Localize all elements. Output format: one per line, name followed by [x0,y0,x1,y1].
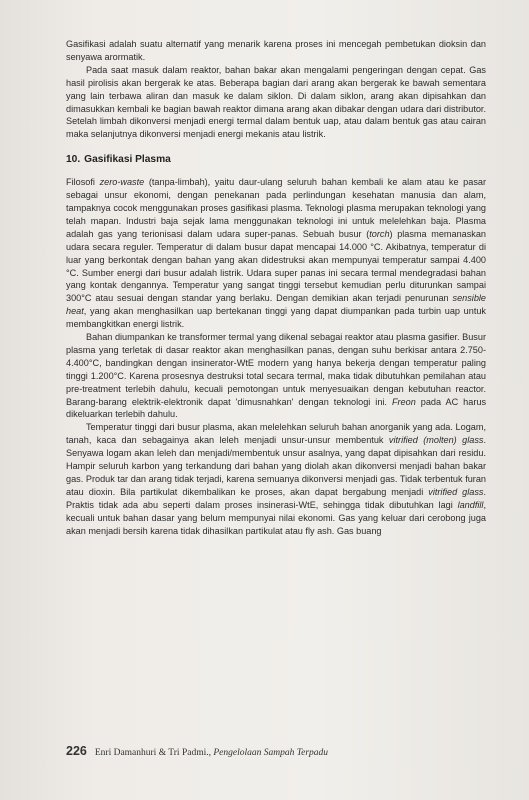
section-number: 10. [66,154,81,166]
text-run: . Praktis tidak ada abu seperti dalam proses insinerasi-WtE, sehingga tidak dibutuhkan lagi [66,486,486,510]
footer-book-title: Pengelolaan Sampah Terpadu [213,748,329,758]
term-sensible-heat: sensible heat [66,293,486,317]
intro-paragraph-1: Gasifikasi adalah suatu alternatif yang menarik karena proses ini mencegah pembetukan dioksin dan senyawa arormatik. [66,39,486,62]
section-title: Gasifikasi Plasma [84,154,171,166]
page-number: 226 [66,744,87,758]
running-footer [95,748,328,758]
page-footer [66,742,328,760]
text-run: Temperatur tinggi dari busur plasma, akan melelehkan seluruh bahan anorganik yang ada. Logam, tanah, kaca dan sebagainya akan leleh menjadi unsur-unsur membentuk [66,422,486,446]
paragraph-plasma-gasifier [66,331,486,421]
term-freon: Freon [391,396,416,407]
text-run: (tanpa-limbah), yaitu daur-ulang seluruh bahan kembali ke alam atau ke pasar sebagai unsur ekonomi, dengan penekanan pada perlindungan kesehatan manusia dan alam, tampaknya cocok menggunakan proses gasifikasi plasma. Teknologi plasma merupakan teknologi yang telah mapan. Industri baja sejak lama menggunakan teknologi ini untuk melelehkan baja. Plasma adalah gas yang terionisasi dalam udara super-panas. Sebuah busur ( [66,177,486,239]
term-landfill: landfill [457,499,484,510]
text-run: pada AC harus dikeluarkan terlebih dahulu. [66,396,487,420]
term-vitrified-glass: vitrified glass [428,486,484,497]
text-run: Bahan diumpankan ke transformer termal yang dikenal sebagai reaktor atau plasma gasifier. Busur plasma yang terletak di dasar reaktor akan menghasilkan panas, dengan suhu berkisar antara 2.750- 4.400°C, bandingkan dengan insinerator-WtE modern yang hanya bekerja dengan temperatur paling tinggi 1.200°C. Karena prosesnya destruksi total secara termal, maka tidak dibutuhkan pemilahan atau pre-treatment terlebih dahulu, kecuali pemotongan untuk menyesuaikan dengan kebutuhan reactor. Barang-barang elektrik-elektronik dapat 'dimusnahkan' dengan teknologi ini. [66,332,486,407]
footer-authors: Enri Damanhuri & Tri Padmi., [94,748,214,758]
term-vitrified-molten-glass: vitrified (molten) glass [388,435,484,446]
section-heading [66,154,486,167]
text-run: , yang akan menghasilkan uap bertekanan tinggi yang dapat diumpankan pada turbin uap untuk membangkitkan energi listrik. [66,306,486,330]
paragraph-zero-waste [66,176,486,331]
intro-paragraph-2: Pada saat masuk dalam reaktor, bahan bakar akan mengalami pengeringan dengan cepat. Gas hasil pirolisis akan bergerak ke atas. Beberapa bagian dari arang akan bergerak ke bawah sementara yang lain terbawa aliran dan masuk ke dalam siklon. Di dalam siklon, arang akan dipisahkan dan dimasukkan kembali ke bagian bawah reaktor dimana arang akan dibakar dengan udara dari distributor. Setelah limbah dikonversi menjadi energi termal dalam bentuk uap, atau dalam bentuk gas atau cairan maka selanjutnya dikonversi menjadi energi mekanis atau listrik. [66,64,486,140]
term-torch: torch [369,228,390,239]
text-run: . Senyawa logam akan leleh dan menjadi/membentuk unsur asalnya, yang dapat dipisahkan dari residu. Hampir seluruh karbon yang terkandung dari bahan yang diolah akan dikonversi menjadi bahan bakar gas. Produk tar dan arang tidak terjadi, karena semuanya dikonversi menjadi gas. Tidak terbentuk furan atau dioxin. Bila partikulat dikembalikan ke proses, akan dapat bergabung menjadi [66,435,487,497]
paragraph-vitrified-glass [66,421,486,537]
text-run: , kecuali untuk bahan dasar yang belum mempunyai nilai ekonomi. Gas yang keluar dari cerobong juga akan menjadi bersih karena tidak dihasilkan partikulat atau fly ash. Gas buang [66,499,486,536]
text-run: Filosofi [66,177,100,188]
text-run: ) plasma memanaskan udara secara reguler. Temperatur di dalam busur dapat mencapai 14.000 °C. Akibatnya, temperatur di luar yang berkontak dengan bahan yang akan didestruksi akan mempunyai temperatur sampai 4.400 °C. Sumber energi dari busur adalah listrik. Udara super panas ini secara termal mendegradasi bahan yang kontak dengannya. Temperatur yang sangat tinggi tersebut kemudian perlu diturunkan sampai 300°C atau sesuai dengan standar yang berlaku. Dengan demikian akan terjadi penurunan [66,228,486,304]
term-zero-waste: zero-waste [99,177,145,188]
page-body [66,38,486,538]
